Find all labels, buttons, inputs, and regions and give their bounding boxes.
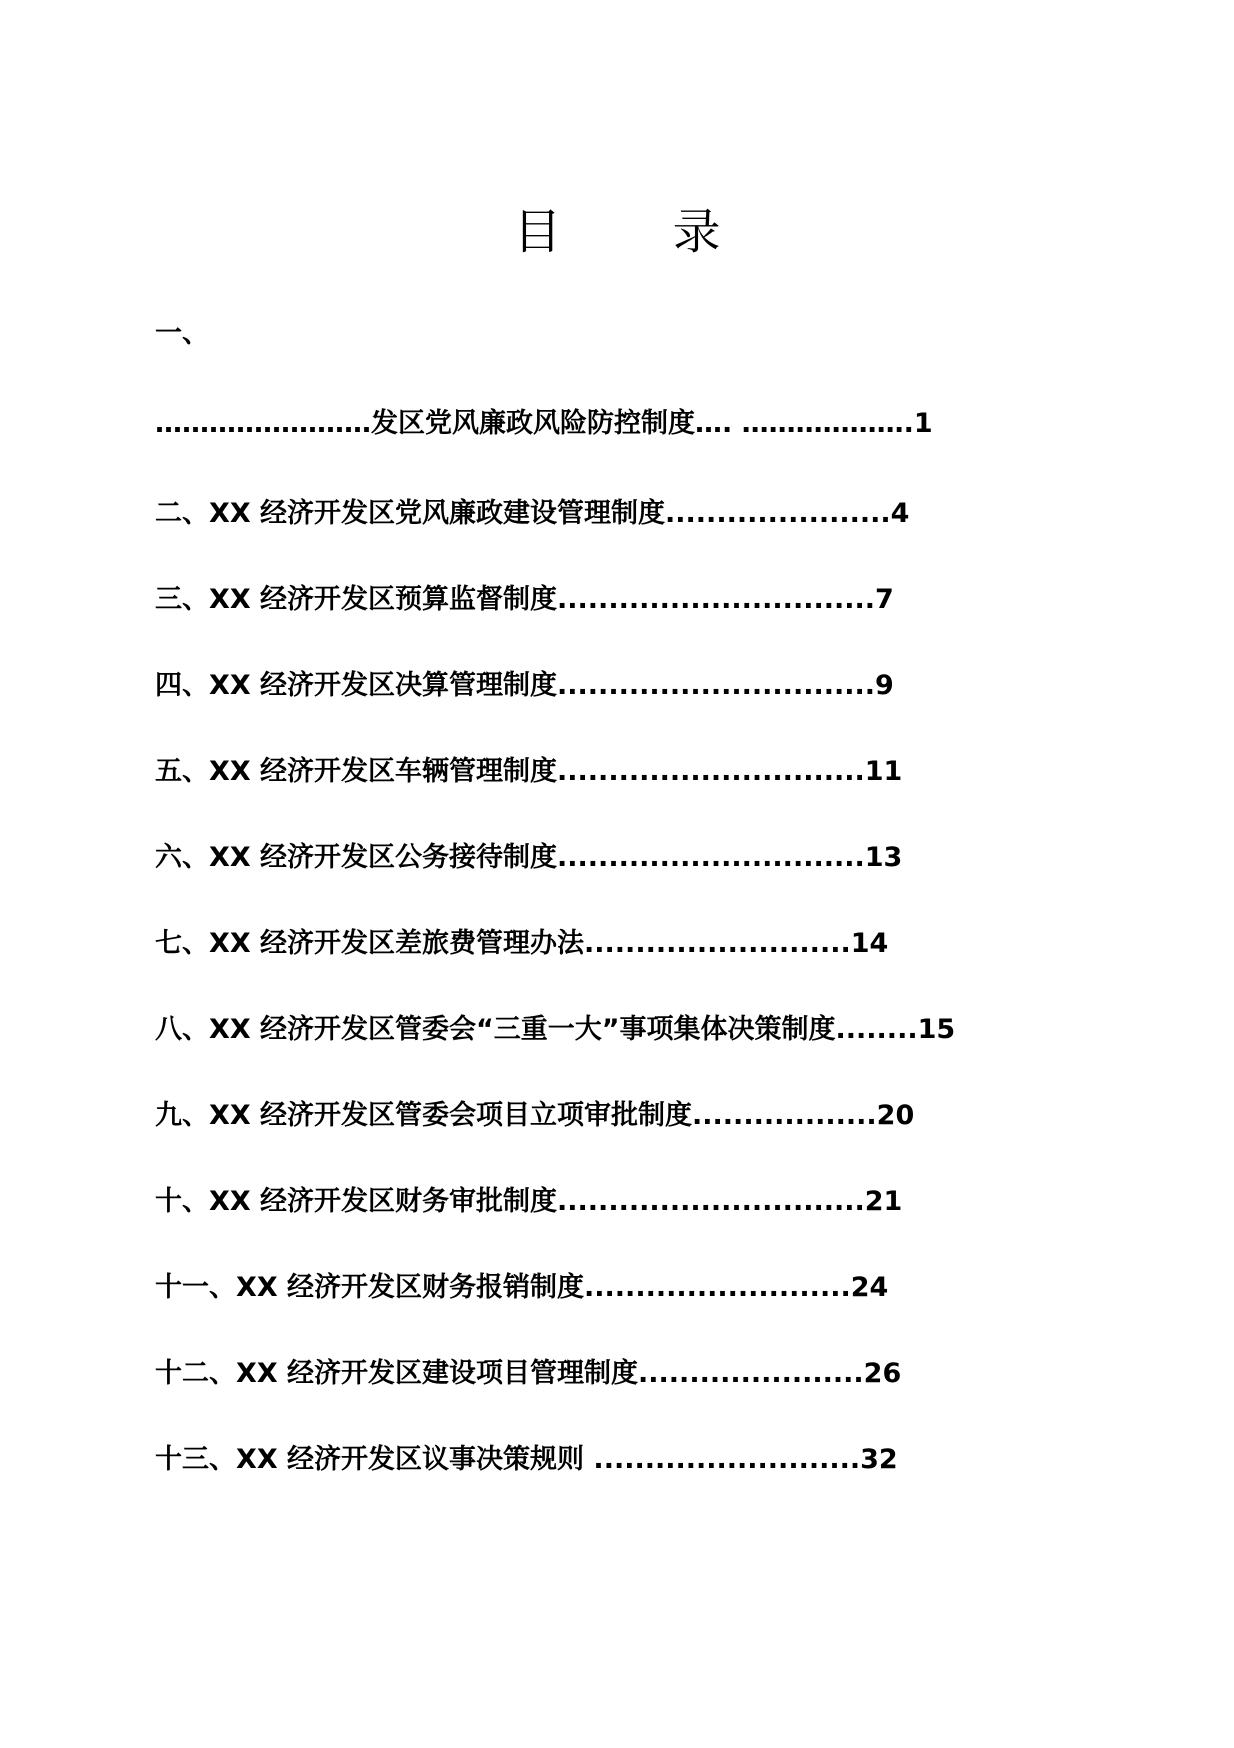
toc-entry-8: 八、XX 经济开发区管委会“三重一大”事项集体决策制度........15: [155, 1014, 956, 1045]
toc-title: 目 录: [513, 204, 769, 260]
toc-entry-1: ……………………发区党风廉政风险防控制度…. ……………….1: [155, 408, 933, 439]
toc-entry-7: 七、XX 经济开发区差旅费管理办法..........................14: [155, 928, 889, 959]
toc-entry-6: 六、XX 经济开发区公务接待制度..............................13: [155, 842, 903, 873]
toc-entry-11: 十一、XX 经济开发区财务报销制度..........................24: [155, 1272, 889, 1303]
toc-entry-4: 四、XX 经济开发区决算管理制度...............................9: [155, 670, 894, 701]
toc-entry-12: 十二、XX 经济开发区建设项目管理制度......................26: [155, 1358, 902, 1389]
toc-entry-10: 十、XX 经济开发区财务审批制度..............................21: [155, 1186, 903, 1217]
toc-entry-3: 三、XX 经济开发区预算监督制度...............................7: [155, 584, 894, 615]
toc-entry-1-number: 一、: [155, 318, 209, 349]
toc-entry-13: 十三、XX 经济开发区议事决策规则 ..........................32: [155, 1444, 898, 1475]
toc-entry-2: 二、XX 经济开发区党风廉政建设管理制度......................4: [155, 498, 910, 529]
toc-entry-5: 五、XX 经济开发区车辆管理制度..............................11: [155, 756, 903, 787]
toc-entry-9: 九、XX 经济开发区管委会项目立项审批制度..................20: [155, 1100, 915, 1131]
